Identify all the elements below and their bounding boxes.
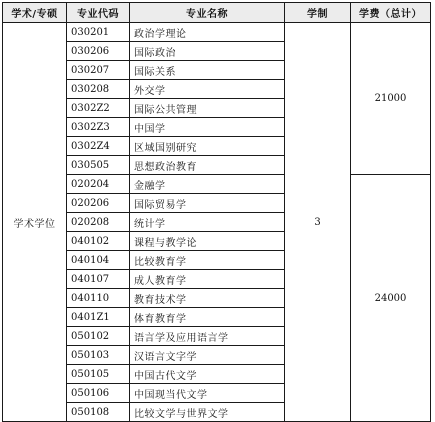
degree-type-cell: 学术学位 <box>3 23 67 422</box>
major-code-cell: 050103 <box>67 346 130 365</box>
major-name-cell: 比较文学与世界文学 <box>130 403 285 422</box>
major-name-cell: 思想政治教育 <box>130 156 285 175</box>
tuition-cell: 24000 <box>351 175 431 422</box>
major-code-cell: 030505 <box>67 156 130 175</box>
major-name-cell: 中国古代文学 <box>130 365 285 384</box>
header-major-name: 专业名称 <box>130 3 285 23</box>
major-code-cell: 0401Z1 <box>67 308 130 327</box>
major-code-cell: 050105 <box>67 365 130 384</box>
major-name-cell: 国际公共管理 <box>130 99 285 118</box>
major-name-cell: 国际贸易学 <box>130 194 285 213</box>
major-code-cell: 040107 <box>67 270 130 289</box>
major-name-cell: 比较教育学 <box>130 251 285 270</box>
major-code-cell: 020206 <box>67 194 130 213</box>
major-code-cell: 040102 <box>67 232 130 251</box>
major-code-cell: 030201 <box>67 23 130 42</box>
major-code-cell: 050102 <box>67 327 130 346</box>
major-name-cell: 统计学 <box>130 213 285 232</box>
major-name-cell: 成人教育学 <box>130 270 285 289</box>
table-body <box>3 23 431 422</box>
major-code-cell: 020204 <box>67 175 130 194</box>
major-name-cell: 课程与教学论 <box>130 232 285 251</box>
major-name-cell: 教育技术学 <box>130 289 285 308</box>
major-name-cell: 区域国别研究 <box>130 137 285 156</box>
table-header <box>3 3 431 23</box>
major-code-cell: 050108 <box>67 403 130 422</box>
major-code-cell: 030208 <box>67 80 130 99</box>
major-code-cell: 0302Z4 <box>67 137 130 156</box>
table-row <box>3 175 431 194</box>
major-name-cell: 政治学理论 <box>130 23 285 42</box>
header-tuition: 学费（总计） <box>351 3 431 23</box>
major-name-cell: 语言学及应用语言学 <box>130 327 285 346</box>
duration-cell: 3 <box>285 23 351 422</box>
major-code-cell: 040104 <box>67 251 130 270</box>
major-name-cell: 中国学 <box>130 118 285 137</box>
major-name-cell: 中国现当代文学 <box>130 384 285 403</box>
major-name-cell: 外交学 <box>130 80 285 99</box>
major-code-cell: 050106 <box>67 384 130 403</box>
major-name-cell: 金融学 <box>130 175 285 194</box>
major-code-cell: 030207 <box>67 61 130 80</box>
tuition-table <box>2 2 431 422</box>
major-code-cell: 030206 <box>67 42 130 61</box>
major-name-cell: 体育教育学 <box>130 308 285 327</box>
tuition-cell: 21000 <box>351 23 431 175</box>
major-code-cell: 0302Z2 <box>67 99 130 118</box>
major-code-cell: 040110 <box>67 289 130 308</box>
major-code-cell: 0302Z3 <box>67 118 130 137</box>
header-duration: 学制 <box>285 3 351 23</box>
table-row <box>3 23 431 42</box>
header-degree-type: 学术/专硕 <box>3 3 67 23</box>
major-code-cell: 020208 <box>67 213 130 232</box>
header-major-code: 专业代码 <box>67 3 130 23</box>
major-name-cell: 汉语言文字学 <box>130 346 285 365</box>
major-name-cell: 国际关系 <box>130 61 285 80</box>
major-name-cell: 国际政治 <box>130 42 285 61</box>
